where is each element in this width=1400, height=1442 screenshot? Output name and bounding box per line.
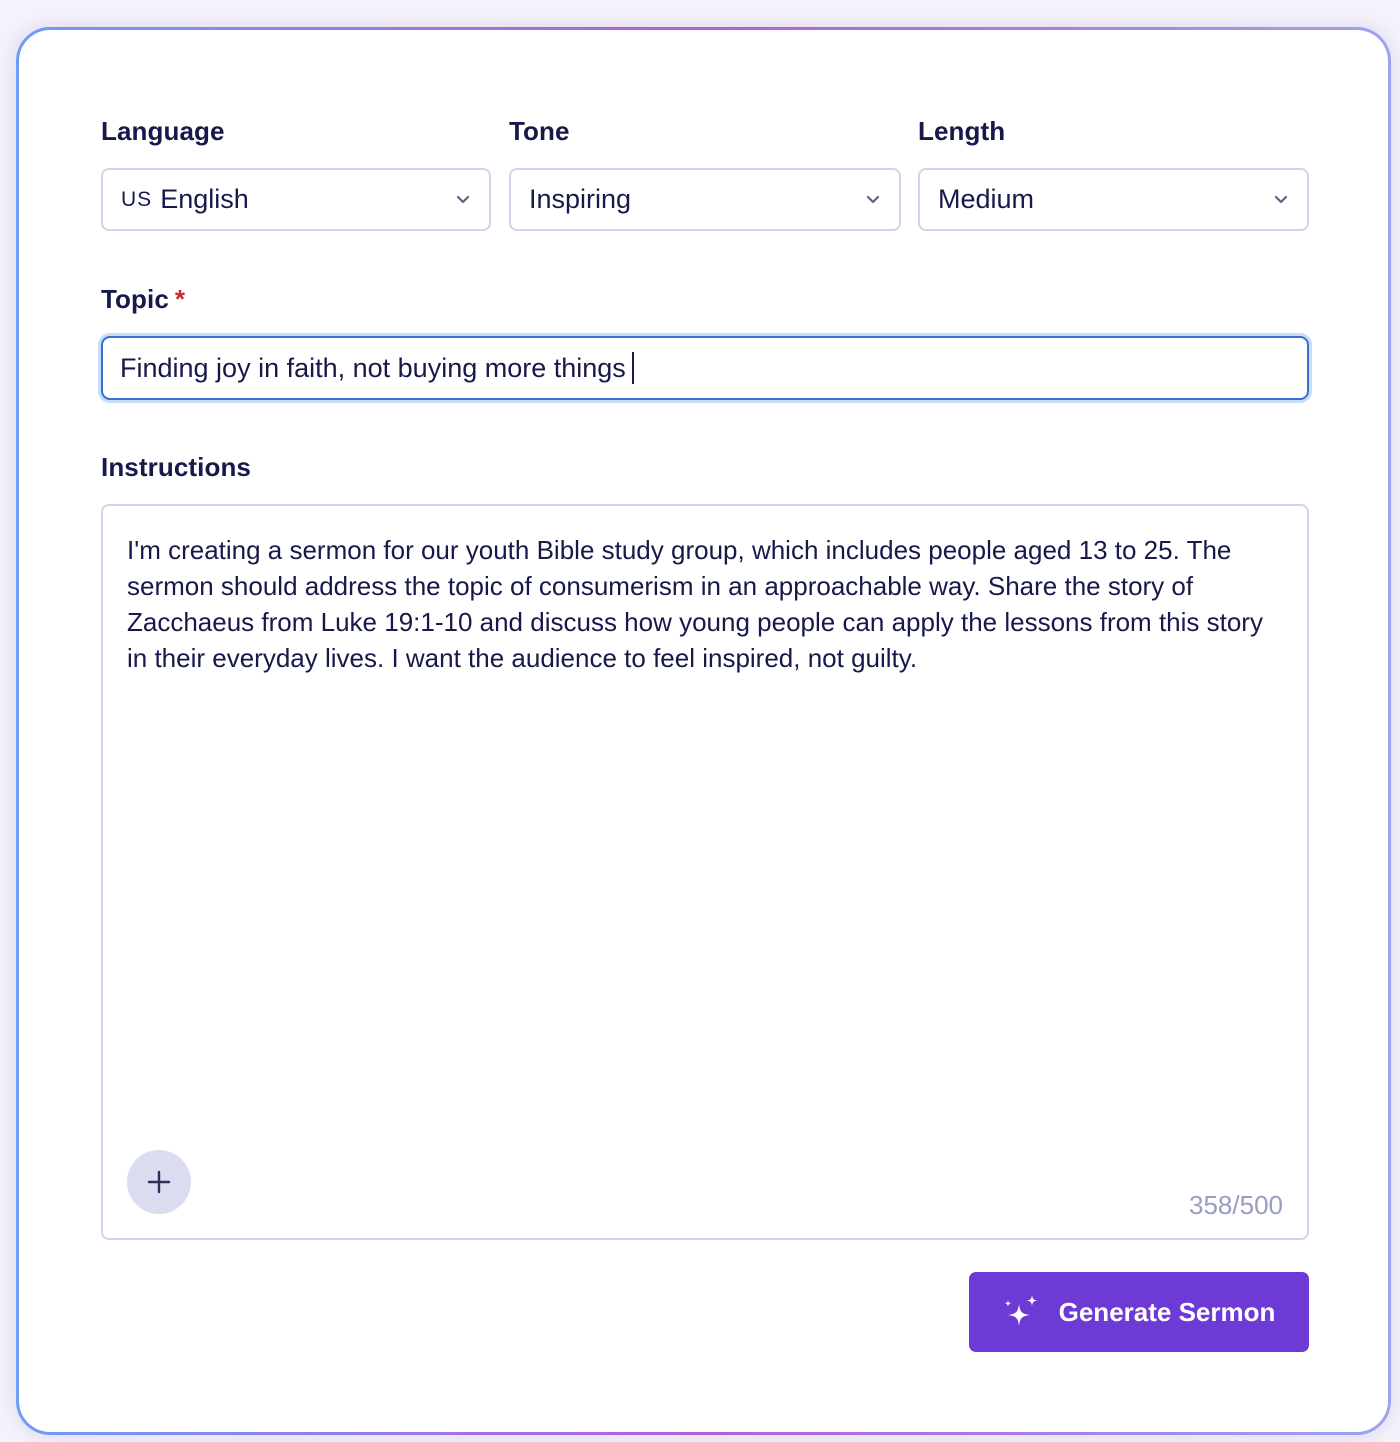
topic-label <box>101 284 185 315</box>
chevron-down-icon <box>1273 192 1289 208</box>
length-label: Length <box>918 116 1006 146</box>
generate-sermon-button[interactable] <box>969 1272 1309 1352</box>
us-flag-icon: US <box>121 187 153 211</box>
chevron-down-icon <box>865 192 881 208</box>
character-counter: 358/500 <box>1189 1190 1283 1220</box>
sparkles-icon <box>1003 1294 1041 1330</box>
topic-input-value: Finding joy in faith, not buying more things <box>120 352 626 383</box>
instructions-value: I'm creating a sermon for our youth Bible study group, which includes people aged 13 to 25. The sermon should address the topic of consumerism in an approachable way. Share the story of Zacchaeus from Luke 19:1-10 and discuss how young people can apply the lessons from this story in their everyday lives. I want the audience to feel inspired, not guilty. <box>127 535 1263 673</box>
length-value: Medium <box>938 184 1035 214</box>
language-value: English <box>160 184 249 214</box>
language-select[interactable] <box>101 168 491 231</box>
chevron-down-icon <box>455 192 471 208</box>
instructions-textarea[interactable] <box>101 504 1309 1240</box>
tone-label: Tone <box>509 116 570 146</box>
add-attachment-button[interactable] <box>127 1150 191 1214</box>
topic-input[interactable] <box>101 336 1309 400</box>
topic-label-text: Topic <box>101 284 169 314</box>
language-label: Language <box>101 116 225 146</box>
instructions-label: Instructions <box>101 452 251 482</box>
plus-icon <box>147 1170 171 1194</box>
tone-value: Inspiring <box>529 184 632 214</box>
tone-select[interactable] <box>509 168 901 231</box>
sermon-form-card <box>19 30 1388 1432</box>
generate-sermon-label: Generate Sermon <box>1058 1296 1276 1327</box>
length-select[interactable] <box>918 168 1309 231</box>
text-caret <box>632 352 634 384</box>
form-card-border <box>16 27 1391 1435</box>
required-marker: * <box>174 284 186 314</box>
